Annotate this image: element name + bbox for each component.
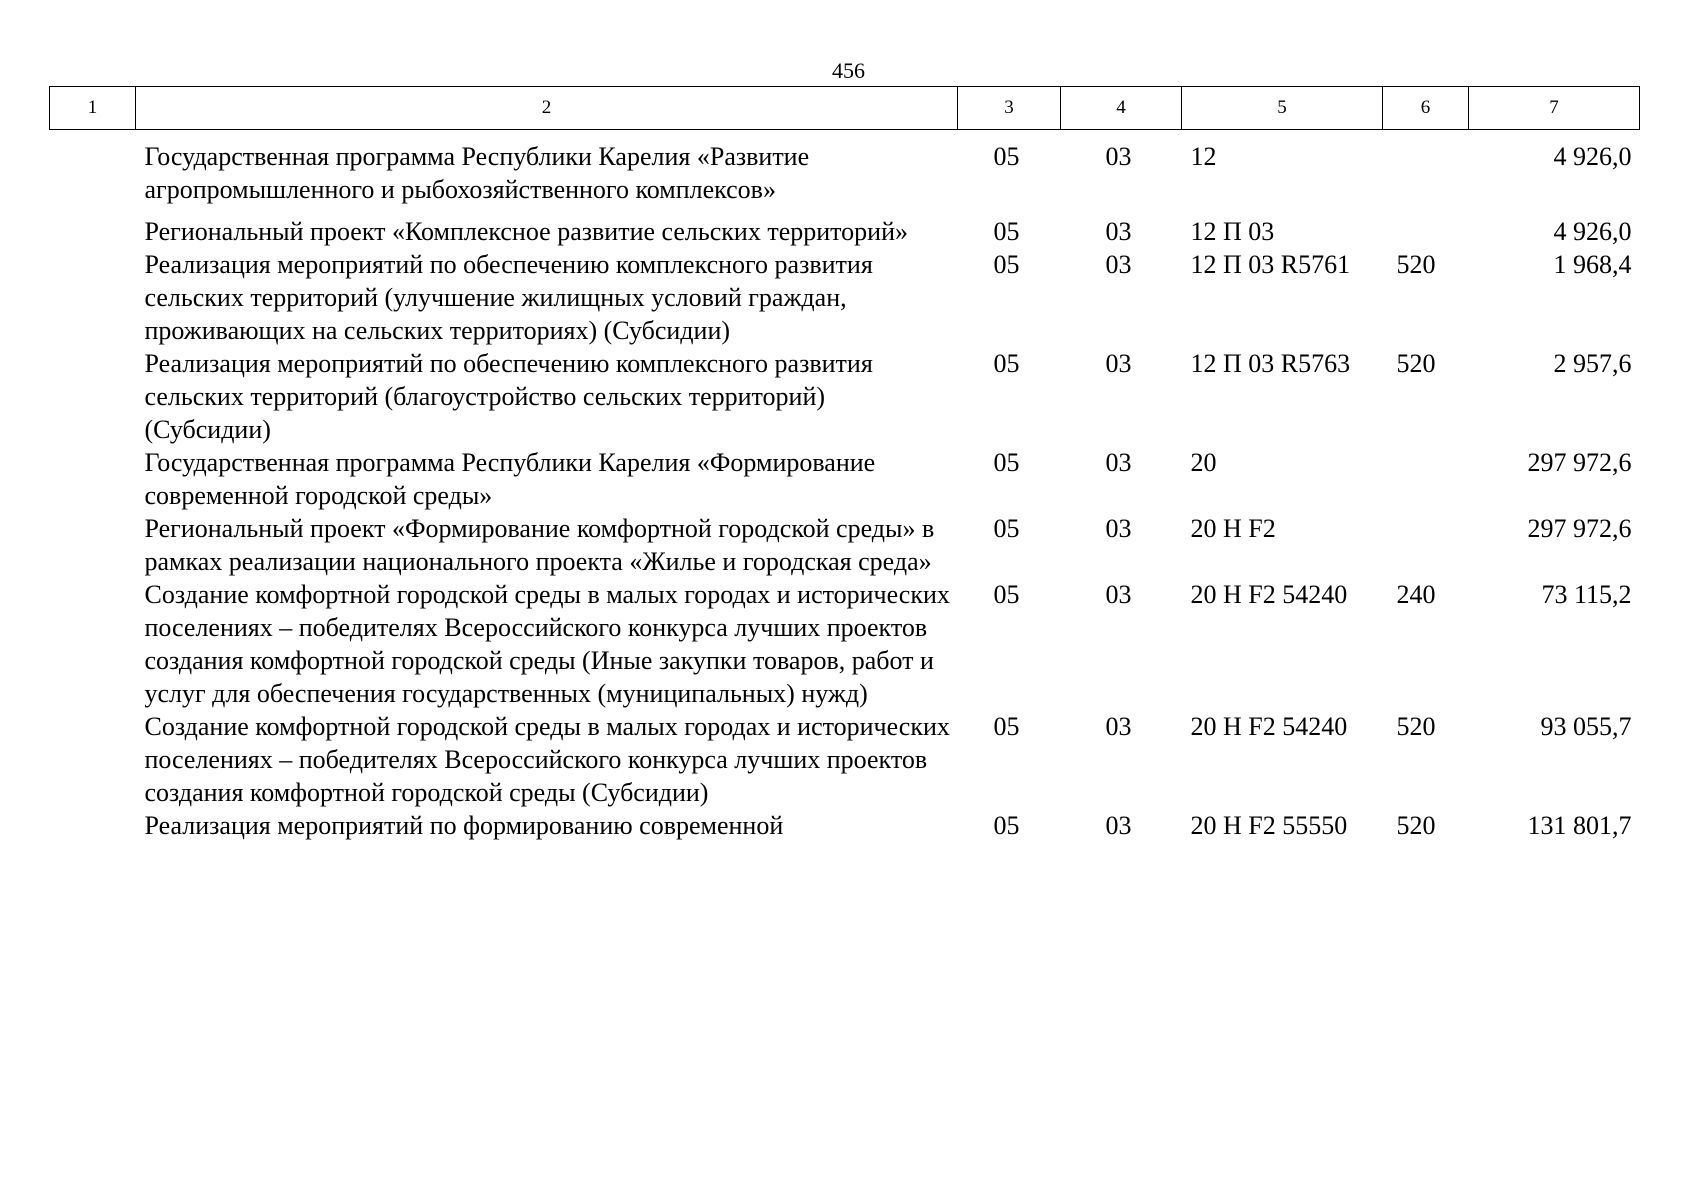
row-spacer bbox=[50, 578, 136, 710]
row-subsection: 03 bbox=[1105, 811, 1132, 840]
table-row bbox=[50, 710, 1640, 809]
row-expense-type bbox=[1383, 215, 1469, 248]
table-header-row bbox=[50, 87, 1640, 130]
row-section: 05 bbox=[993, 250, 1020, 279]
row-expense-type bbox=[1383, 130, 1469, 216]
row-amount: 93 055,7 bbox=[1540, 712, 1632, 741]
row-spacer bbox=[50, 248, 136, 347]
budget-table bbox=[49, 86, 1640, 842]
row-spacer bbox=[50, 809, 136, 842]
row-name: Реализация мероприятий по обеспечению комплексного развития сельских территорий (благоустройство сельских территорий) (Субсидии) bbox=[144, 349, 873, 444]
row-expense-type bbox=[1383, 512, 1469, 578]
row-amount: 297 972,6 bbox=[1527, 514, 1632, 543]
row-expense-type: 520 bbox=[1396, 712, 1436, 741]
table-row bbox=[50, 248, 1640, 347]
row-section: 05 bbox=[993, 811, 1020, 840]
row-target-article: 20 Н F2 55550 bbox=[1190, 811, 1348, 840]
column-header-6: 6 bbox=[1383, 87, 1469, 130]
column-header-7: 7 bbox=[1469, 87, 1640, 130]
row-spacer bbox=[50, 710, 136, 809]
column-header-1: 1 bbox=[50, 87, 136, 130]
table-row bbox=[50, 130, 1640, 216]
table-row bbox=[50, 446, 1640, 512]
table-row bbox=[50, 809, 1640, 842]
table-row bbox=[50, 578, 1640, 710]
column-header-3: 3 bbox=[958, 87, 1061, 130]
row-name: Создание комфортной городской среды в малых городах и исторических поселениях – победителях Всероссийского конкурса лучших проектов создания комфортной городской среды (Субсидии) bbox=[144, 712, 950, 807]
row-section: 05 bbox=[993, 514, 1020, 543]
row-spacer bbox=[50, 347, 136, 446]
row-section: 05 bbox=[993, 217, 1020, 246]
row-expense-type: 520 bbox=[1396, 349, 1436, 378]
column-header-4: 4 bbox=[1061, 87, 1182, 130]
row-spacer bbox=[50, 512, 136, 578]
table-row bbox=[50, 512, 1640, 578]
row-target-article: 12 bbox=[1190, 142, 1217, 171]
row-amount: 73 115,2 bbox=[1541, 580, 1632, 609]
row-target-article: 20 Н F2 bbox=[1190, 514, 1276, 543]
row-section: 05 bbox=[993, 142, 1020, 171]
row-section: 05 bbox=[993, 448, 1020, 477]
row-amount: 1 968,4 bbox=[1553, 250, 1632, 279]
row-subsection: 03 bbox=[1105, 514, 1132, 543]
row-subsection: 03 bbox=[1105, 250, 1132, 279]
row-name: Государственная программа Республики Карелия «Развитие агропромышленного и рыбохозяйственного комплексов» bbox=[144, 142, 810, 204]
row-name: Государственная программа Республики Карелия «Формирование современной городской среды» bbox=[144, 448, 876, 510]
row-subsection: 03 bbox=[1105, 217, 1132, 246]
row-target-article: 12 П 03 bbox=[1190, 217, 1275, 246]
row-expense-type: 240 bbox=[1396, 580, 1436, 609]
row-target-article: 20 Н F2 54240 bbox=[1190, 580, 1348, 609]
page-number: 456 bbox=[832, 58, 865, 83]
row-section: 05 bbox=[993, 712, 1020, 741]
row-subsection: 03 bbox=[1105, 448, 1132, 477]
column-header-2: 2 bbox=[136, 87, 958, 130]
row-name: Региональный проект «Формирование комфортной городской среды» в рамках реализации национального проекта «Жилье и городская среда» bbox=[144, 514, 935, 576]
row-target-article: 20 Н F2 54240 bbox=[1190, 712, 1348, 741]
row-amount: 2 957,6 bbox=[1553, 349, 1632, 378]
table-row bbox=[50, 347, 1640, 446]
row-target-article: 20 bbox=[1190, 448, 1217, 477]
row-amount: 4 926,0 bbox=[1553, 217, 1632, 246]
row-target-article: 12 П 03 R5763 bbox=[1190, 349, 1351, 378]
row-subsection: 03 bbox=[1105, 349, 1132, 378]
table-row bbox=[50, 215, 1640, 248]
row-name: Региональный проект «Комплексное развитие сельских территорий» bbox=[144, 217, 908, 246]
row-section: 05 bbox=[993, 349, 1020, 378]
column-header-5: 5 bbox=[1182, 87, 1383, 130]
row-spacer bbox=[50, 446, 136, 512]
row-spacer bbox=[50, 130, 136, 216]
row-name: Создание комфортной городской среды в малых городах и исторических поселениях – победителях Всероссийского конкурса лучших проектов создания комфортной городской среды (Иные закупки товаров, работ и услуг для обеспечения государственных (муниципальных) нужд) bbox=[144, 580, 950, 708]
row-expense-type: 520 bbox=[1396, 250, 1436, 279]
row-subsection: 03 bbox=[1105, 142, 1132, 171]
row-amount: 297 972,6 bbox=[1527, 448, 1632, 477]
row-subsection: 03 bbox=[1105, 580, 1132, 609]
row-spacer bbox=[50, 215, 136, 248]
row-amount: 131 801,7 bbox=[1527, 811, 1632, 840]
row-subsection: 03 bbox=[1105, 712, 1132, 741]
row-expense-type: 520 bbox=[1396, 811, 1436, 840]
row-amount: 4 926,0 bbox=[1553, 142, 1632, 171]
row-section: 05 bbox=[993, 580, 1020, 609]
row-name: Реализация мероприятий по формированию современной bbox=[144, 811, 784, 840]
row-target-article: 12 П 03 R5761 bbox=[1190, 250, 1351, 279]
row-name: Реализация мероприятий по обеспечению комплексного развития сельских территорий (улучшение жилищных условий граждан, проживающих на сельских территориях) (Субсидии) bbox=[144, 250, 873, 345]
row-expense-type bbox=[1383, 446, 1469, 512]
